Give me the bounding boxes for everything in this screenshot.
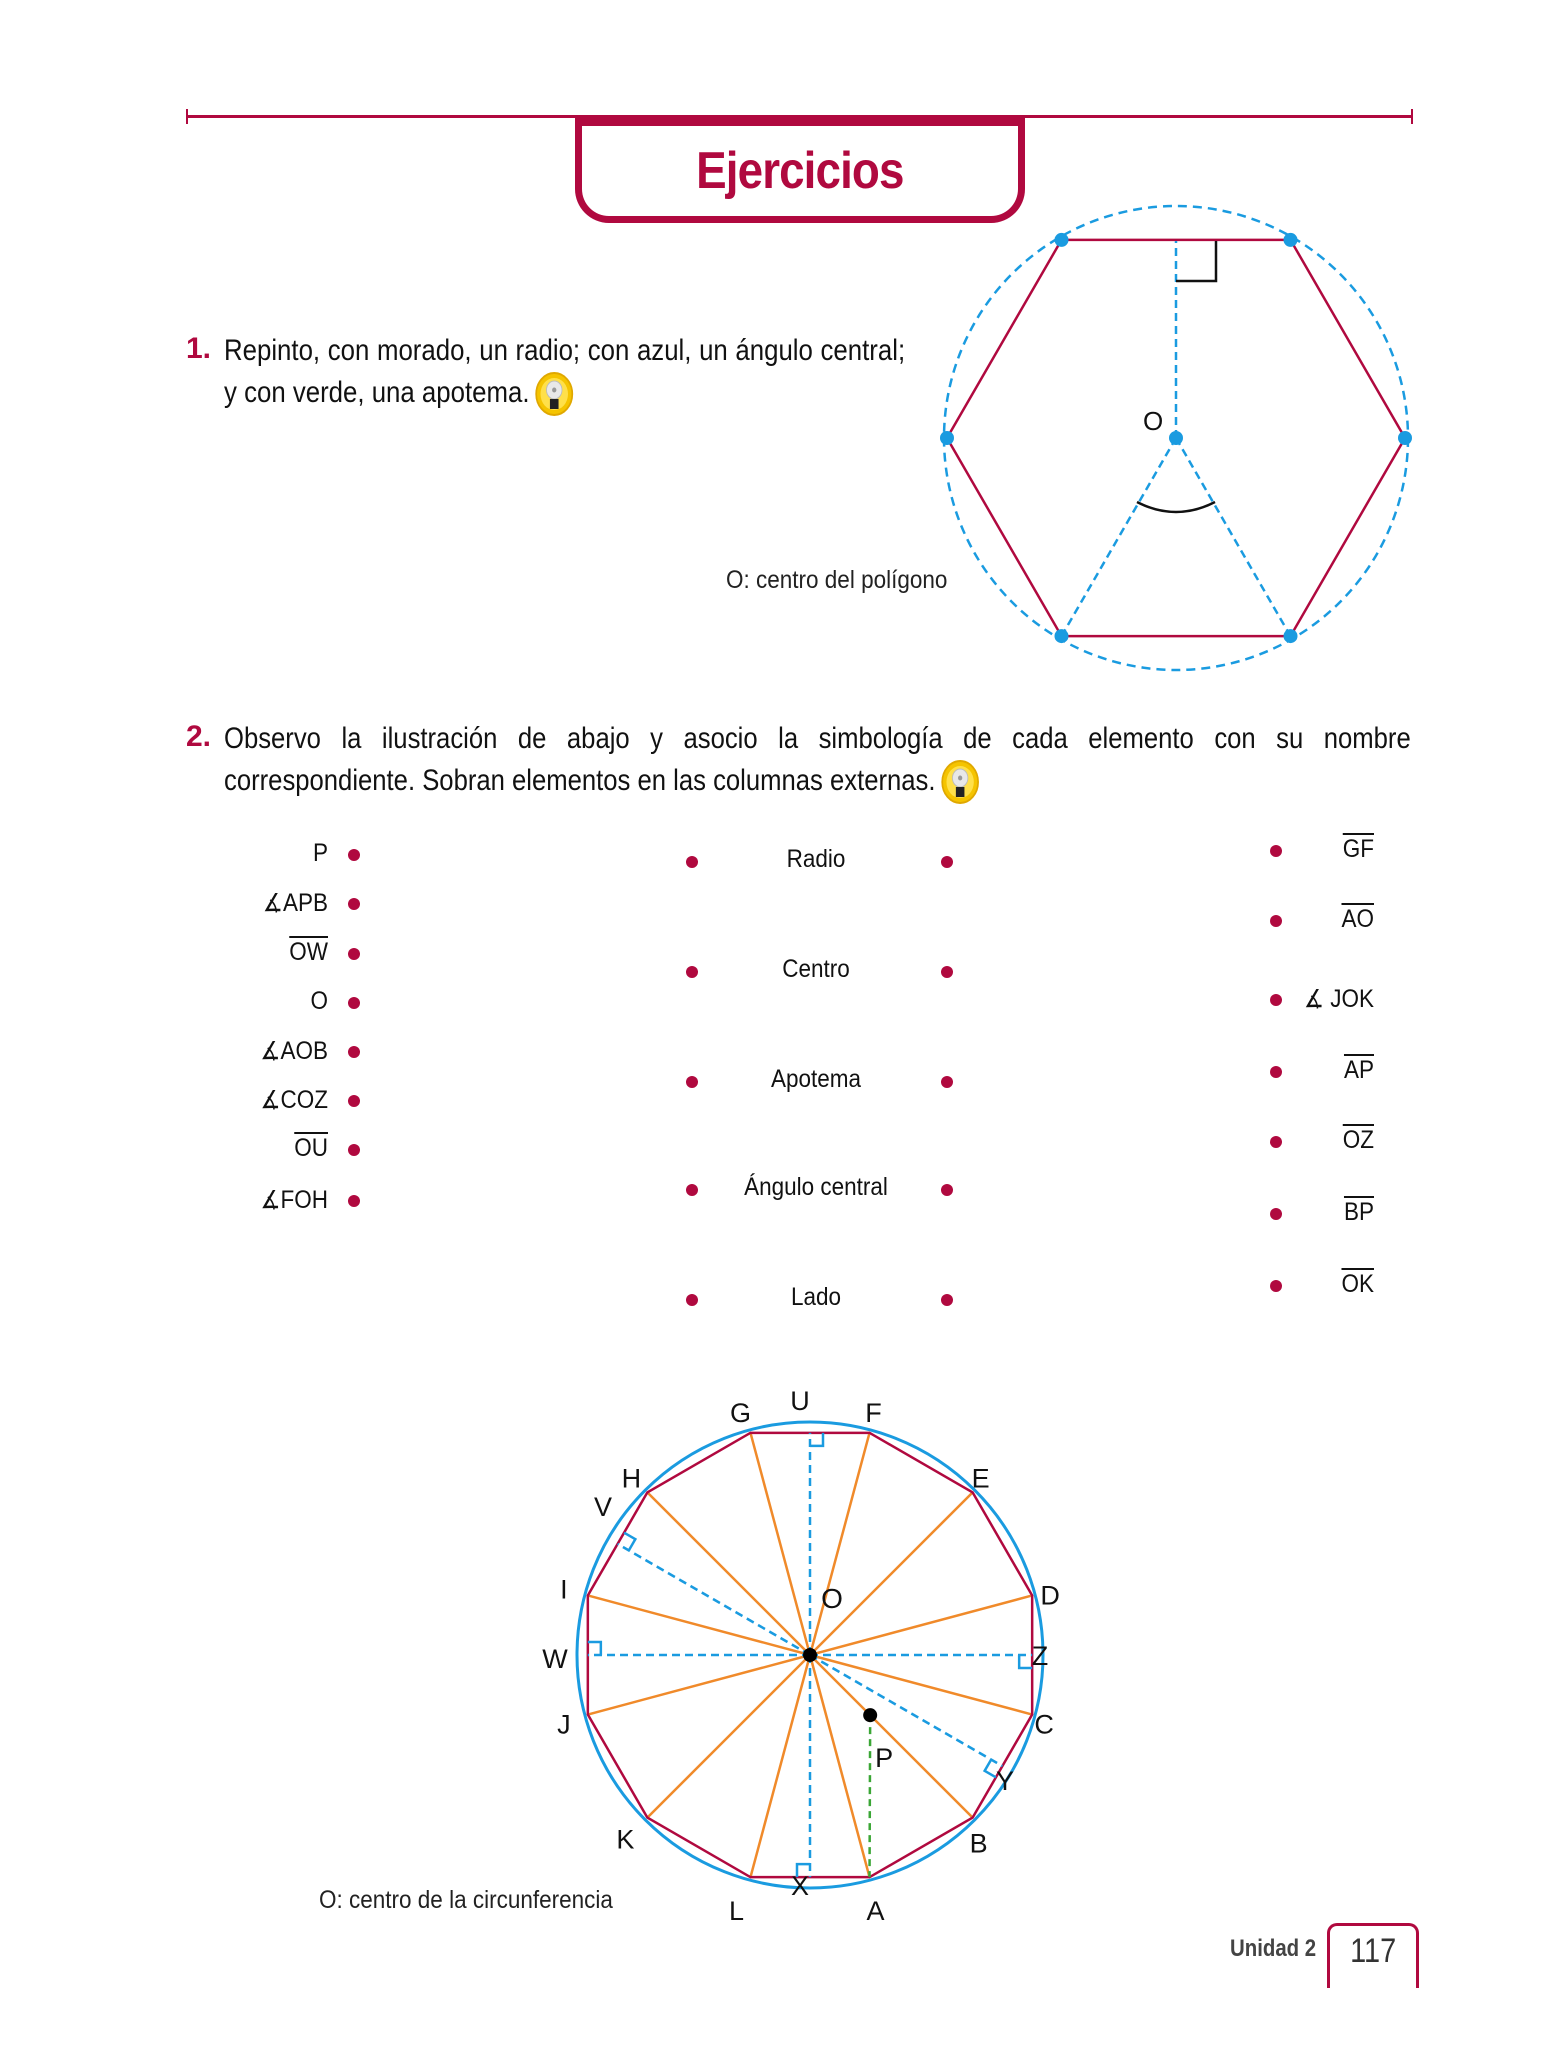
vertex-label: G (729, 1397, 751, 1428)
middle-right-match-dot[interactable] (941, 966, 953, 978)
page-number: 117 (1349, 1932, 1397, 1970)
radius-line (810, 1655, 870, 1877)
middle-left-match-dot[interactable] (686, 966, 698, 978)
radius-line (810, 1433, 870, 1655)
middle-left-match-dot[interactable] (686, 1184, 698, 1196)
right-match-dot[interactable] (1270, 915, 1282, 927)
right-angle-marker (810, 1433, 823, 1446)
left-match-dot[interactable] (348, 1144, 360, 1156)
apothem-label: Z (1031, 1641, 1049, 1671)
left-match-dot[interactable] (348, 997, 360, 1009)
central-angle-arc (1137, 502, 1215, 512)
element-name-label: Centro (782, 955, 850, 983)
center-label: O (1143, 406, 1164, 436)
center-point (803, 1648, 817, 1662)
left-symbol-label: ∡COZ (260, 1086, 328, 1114)
right-symbol-label: $\overline{OZ}$ (1342, 1126, 1374, 1154)
vertex-label: C (1034, 1709, 1054, 1740)
left-symbol-label: $\overline{OU}$ (294, 1134, 328, 1162)
middle-right-match-dot[interactable] (941, 1294, 953, 1306)
page-number-box (1327, 1923, 1419, 1988)
radius-line (750, 1655, 810, 1877)
apothem-line (810, 1655, 1002, 1766)
right-match-dot[interactable] (1270, 994, 1282, 1006)
radius-line (810, 1655, 973, 1818)
center-point (1169, 431, 1183, 445)
apothem-label: Y (995, 1766, 1015, 1796)
apothem-label: V (593, 1492, 613, 1522)
vertex-label: J (557, 1709, 571, 1740)
left-symbol-label: O (310, 987, 328, 1015)
figure-1-caption: O: centro del polígono (726, 566, 948, 594)
vertex-label: H (621, 1463, 642, 1494)
vertex-label: I (560, 1574, 568, 1605)
radius-line (647, 1655, 810, 1818)
center-label: O (821, 1583, 843, 1614)
apothem-label: U (790, 1386, 810, 1416)
left-symbol-label: ∡FOH (260, 1186, 328, 1214)
left-match-dot[interactable] (348, 948, 360, 960)
hexagon-vertex-point (1055, 233, 1069, 247)
left-match-dot[interactable] (348, 1095, 360, 1107)
middle-right-match-dot[interactable] (941, 1184, 953, 1196)
left-symbol-label: $\overline{OW}$ (289, 938, 328, 966)
vertex-label: K (616, 1824, 635, 1855)
apothem-label: W (542, 1644, 568, 1674)
right-angle-marker (588, 1642, 601, 1655)
vertex-label: D (1040, 1580, 1060, 1611)
exercise-2-text: Observo la ilustración de abajo y asocio la simbología de cada elemento con su nombre correspondiente. Sobran elementos en las columnas externas. (224, 722, 1411, 797)
radius-line (588, 1655, 810, 1715)
element-name-label: Lado (790, 1283, 842, 1311)
right-symbol-label: $\overline{GF}$ (1342, 835, 1374, 863)
middle-left-match-dot[interactable] (686, 1294, 698, 1306)
exercise-2-number: 2. (186, 720, 212, 753)
radius-line-left (1061, 438, 1176, 637)
middle-right-match-dot[interactable] (941, 856, 953, 868)
hexagon-vertex-point (1284, 233, 1298, 247)
radius-line (750, 1433, 810, 1655)
radius-line-right (1176, 438, 1291, 637)
right-angle-marker (1019, 1655, 1032, 1668)
left-match-dot[interactable] (348, 849, 360, 861)
hexagon-figure (0, 0, 1564, 700)
point-p-label: P (875, 1743, 894, 1774)
unit-label: Unidad 2 (1230, 1935, 1317, 1962)
segment-ap (870, 1715, 871, 1877)
hexagon-vertex-point (1055, 629, 1069, 643)
right-symbol-label: $\overline{AO}$ (1341, 905, 1374, 933)
radius-line (810, 1492, 973, 1655)
hexagon-vertex-point (1398, 431, 1412, 445)
element-name-label: Ángulo central (744, 1173, 888, 1201)
vertex-label: L (728, 1896, 744, 1927)
middle-left-match-dot[interactable] (686, 1076, 698, 1088)
right-angle-marker (1176, 241, 1216, 281)
radius-line (588, 1595, 810, 1655)
left-match-dot[interactable] (348, 1046, 360, 1058)
hexagon-vertex-point (1284, 629, 1298, 643)
hexagon-vertex-point (940, 431, 954, 445)
point-p (863, 1708, 877, 1722)
middle-right-match-dot[interactable] (941, 1076, 953, 1088)
vertex-label: A (866, 1896, 885, 1927)
left-symbol-label: ∡AOB (260, 1037, 328, 1065)
right-symbol-label: $\overline{AP}$ (1343, 1056, 1374, 1084)
element-name-label: Radio (786, 845, 846, 873)
exercise-1-text: Repinto, con morado, un radio; con azul, un ángulo central; y con verde, una apotema. (224, 334, 906, 409)
section-title: Ejercicios (696, 142, 904, 200)
right-match-dot[interactable] (1270, 1280, 1282, 1292)
vertex-label: E (971, 1463, 990, 1494)
vertex-label: B (969, 1828, 988, 1859)
dodecagon-figure (0, 1360, 1564, 1940)
right-symbol-label: ∡ JOK (1303, 985, 1374, 1013)
left-match-dot[interactable] (348, 898, 360, 910)
left-match-dot[interactable] (348, 1195, 360, 1207)
middle-left-match-dot[interactable] (686, 856, 698, 868)
apothem-line (618, 1544, 810, 1655)
right-match-dot[interactable] (1270, 1136, 1282, 1148)
right-match-dot[interactable] (1270, 1066, 1282, 1078)
right-match-dot[interactable] (1270, 845, 1282, 857)
apothem-label: X (790, 1871, 810, 1901)
left-symbol-label: ∡APB (262, 889, 328, 917)
vertex-label: F (865, 1397, 882, 1428)
lightbulb-icon[interactable] (941, 759, 980, 805)
right-match-dot[interactable] (1270, 1208, 1282, 1220)
left-symbol-label: P (312, 839, 328, 867)
right-symbol-label: $\overline{BP}$ (1343, 1198, 1374, 1226)
right-symbol-label: $\overline{OK}$ (1341, 1270, 1374, 1298)
radius-line (810, 1655, 1032, 1715)
element-name-label: Apotema (770, 1065, 862, 1093)
radius-line (810, 1595, 1032, 1655)
radius-line (647, 1492, 810, 1655)
exercise-1-number: 1. (186, 332, 212, 365)
exercise-2-instructions (224, 718, 1411, 805)
figure-2-caption: O: centro de la circunferencia (319, 1886, 613, 1914)
